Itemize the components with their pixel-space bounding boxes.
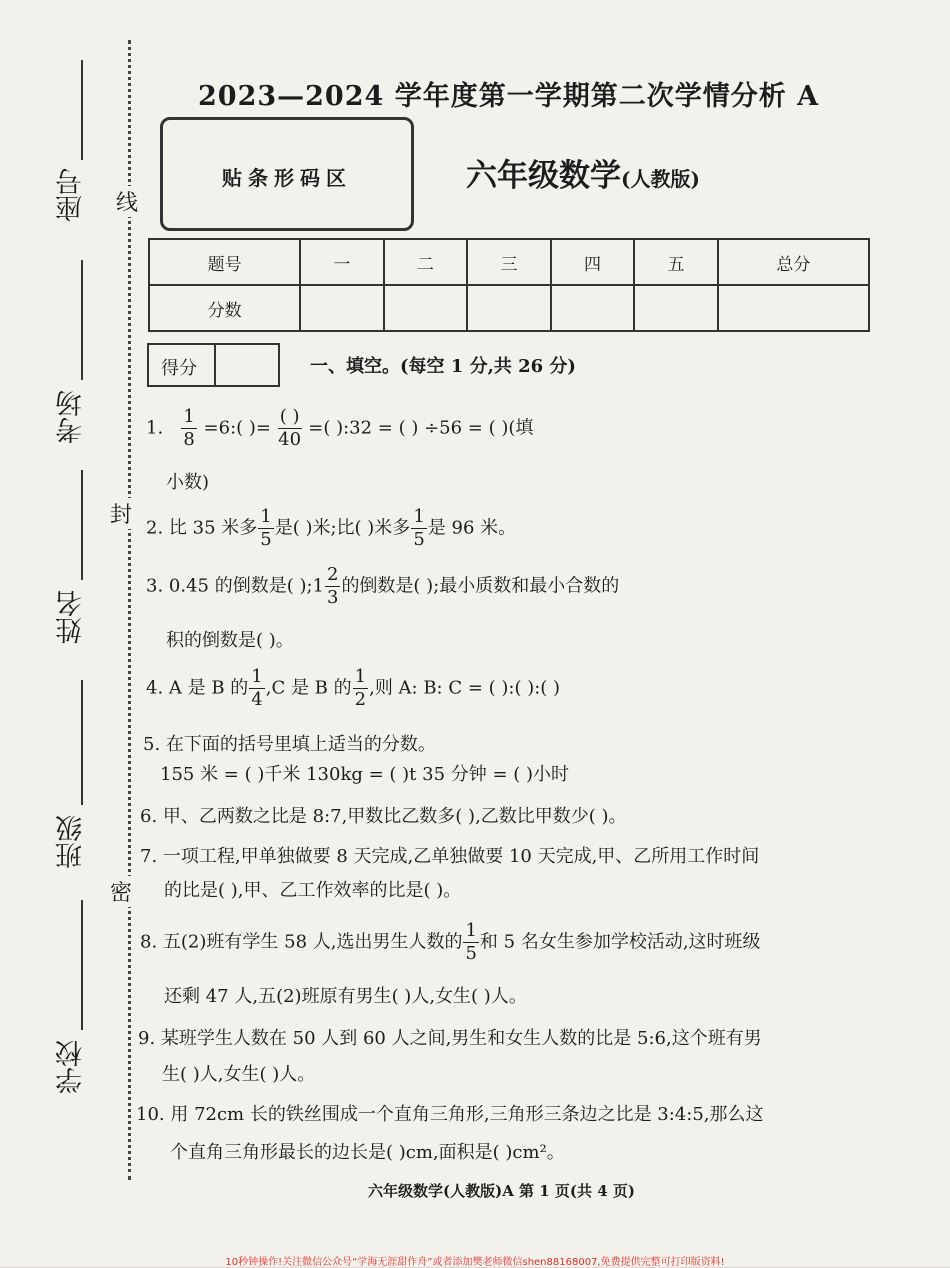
seat-label: 座号 — [56, 168, 87, 222]
question-7: 7. 一项工程,甲单独做要 8 天完成,乙单独做要 10 天完成,甲、乙所用工作时间 — [140, 846, 760, 867]
score-header-cell: 一 — [300, 239, 384, 285]
question-8: 8. 五(2)班有学生 58 人,选出男生人数的 $\frac{1}{5}$ 和 5 名女生参加学校活动,这时班级 — [140, 920, 761, 964]
score-cell[interactable] — [634, 285, 718, 331]
promo-note: 10秒钟操作!关注微信公众号“学海无涯甜作舟”或者添加樊老师微信shen88168007,免费提供完整可打印版资料! — [225, 1257, 725, 1268]
question-5-items: 155 米 = ( )千米 130kg = ( )t 35 分钟 = ( )小时 — [160, 764, 570, 785]
barcode-area: 贴条形码区 — [160, 117, 414, 231]
question-2: 2. 比 35 米多 $\frac{1}{5}$ 是( )米;比( )米多 $\frac{1}{5}$ 是 96 米。 — [146, 506, 517, 550]
section-heading: 一、填空。(每空 1 分,共 26 分) — [310, 356, 576, 377]
line-word-feng: 封 — [110, 498, 132, 529]
score-table — [148, 238, 870, 332]
question-9-cont: 生( )人,女生( )人。 — [162, 1064, 316, 1085]
question-10-cont: 个直角三角形最长的边长是( )cm,面积是( )cm²。 — [170, 1142, 565, 1163]
score-header-cell: 五 — [634, 239, 718, 285]
score-header-cell: 三 — [467, 239, 551, 285]
question-4: 4. A 是 B 的 $\frac{1}{4}$ ,C 是 B 的 $\frac{1}{2}$ ,则 A: B: C = ( ):( ):( ) — [146, 666, 561, 710]
score-cell[interactable] — [300, 285, 384, 331]
page-footer: 六年级数学(人教版)A 第 1 页(共 4 页) — [368, 1182, 636, 1200]
score-cell[interactable] — [551, 285, 635, 331]
fraction: $\frac{1}{5}$ — [465, 920, 477, 964]
question-6: 6. 甲、乙两数之比是 8:7,甲数比乙数多( ),乙数比甲数少( )。 — [140, 806, 627, 827]
question-3: 3. 0.45 的倒数是( );1 $\frac{2}{3}$ 的倒数是( );最小质数和最小合数的 — [146, 564, 620, 608]
line-word-xian: 线 — [116, 186, 138, 217]
question-10: 10. 用 72cm 长的铁丝围成一个直角三角形,三角形三条边之比是 3:4:5,那么这 — [136, 1104, 764, 1125]
fraction: $\frac{2}{3}$ — [326, 564, 339, 608]
fraction: $\frac{1}{5}$ — [413, 506, 425, 550]
question-9: 9. 某班学生人数在 50 人到 60 人之间,男生和女生人数的比是 5:6,这个班有男 — [138, 1028, 762, 1049]
fraction: $\frac{( )}{40}$ — [278, 406, 302, 450]
fraction: $\frac{1}{4}$ — [251, 666, 263, 710]
class-label: 班级 — [56, 815, 87, 869]
question-5: 5. 在下面的括号里填上适当的分数。 — [143, 734, 436, 755]
score-cell[interactable] — [718, 285, 869, 331]
room-label: 考场 — [56, 390, 87, 444]
exam-title: 2023—2024 学年度第一学期第二次学情分析 A — [198, 81, 820, 112]
question-1: 1. $\frac{1}{8}$ =6:( )= $\frac{( )}{40}$ =( ):32 = ( ) ÷56 = ( )(填 — [146, 406, 534, 450]
score-header-cell: 二 — [384, 239, 468, 285]
fraction: $\frac{1}{2}$ — [354, 666, 367, 710]
score-header-cell: 题号 — [149, 239, 300, 285]
name-label: 姓名 — [56, 590, 87, 644]
subject-title: 六年级数学(人教版) — [466, 158, 700, 194]
question-1-cont: 小数) — [166, 472, 210, 493]
line-word-mi: 密 — [110, 876, 132, 907]
score-header-cell: 总分 — [718, 239, 869, 285]
section-score-box: 得分 — [147, 343, 280, 387]
question-7-cont: 的比是( ),甲、乙工作效率的比是( )。 — [164, 880, 462, 901]
score-cell[interactable] — [467, 285, 551, 331]
question-3-cont: 积的倒数是( )。 — [166, 630, 294, 651]
score-row-label: 分数 — [149, 285, 300, 331]
fraction: $\frac{1}{8}$ — [183, 406, 195, 450]
question-8-cont: 还剩 47 人,五(2)班原有男生( )人,女生( )人。 — [164, 986, 527, 1007]
school-label: 学校 — [56, 1040, 87, 1094]
fraction: $\frac{1}{5}$ — [260, 506, 272, 550]
score-header-cell: 四 — [551, 239, 635, 285]
score-cell[interactable] — [384, 285, 468, 331]
